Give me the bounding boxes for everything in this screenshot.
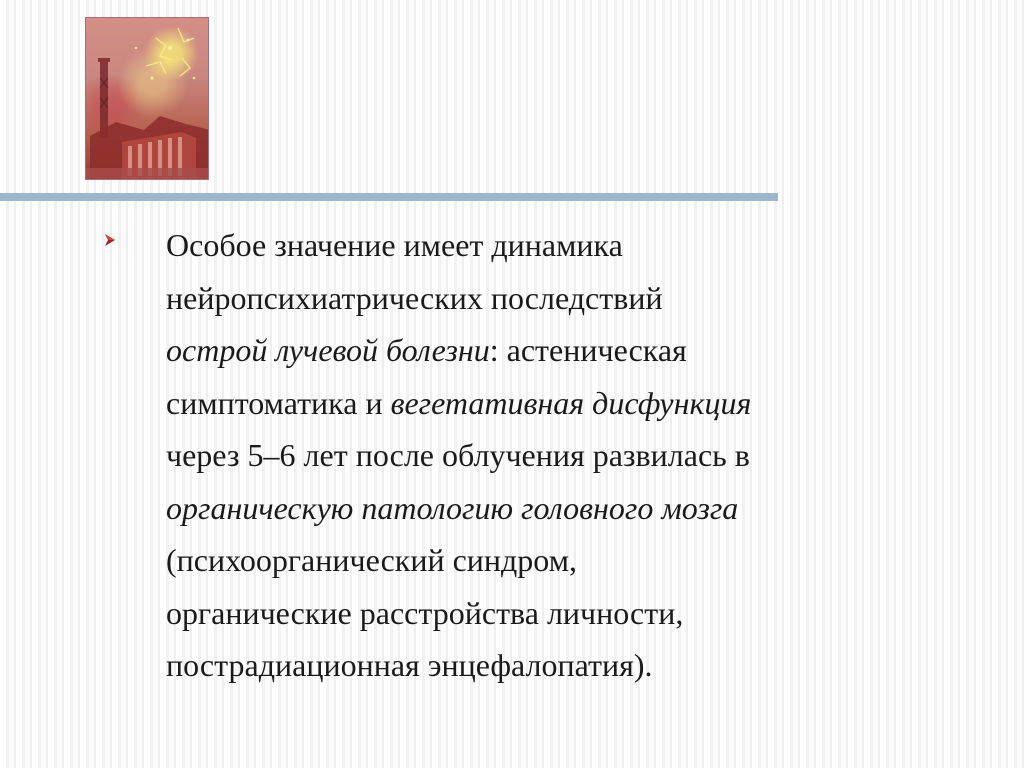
text-segment: симптоматика и — [166, 384, 391, 421]
chevron-right-icon — [102, 232, 118, 248]
text-segment: органические расстройства личности, — [166, 594, 684, 631]
bullet-paragraph — [166, 219, 966, 692]
paragraph-line — [166, 639, 966, 692]
text-segment: пострадиационная энцефалопатия). — [166, 647, 653, 683]
paragraph-line — [166, 534, 966, 587]
text-segment: Особое значение имеет динамика — [166, 227, 623, 263]
paragraph-line — [166, 272, 966, 325]
paragraph-line — [166, 324, 966, 377]
italic-term: вегетативная дисфункция — [390, 384, 752, 421]
paragraph-line — [166, 587, 966, 640]
italic-term: острой лучевой болезни — [166, 332, 490, 368]
text-segment: нейропсихиатрических последствий — [166, 279, 663, 316]
text-segment: через 5–6 лет после облучения развилась в — [166, 437, 750, 473]
paragraph-line — [166, 377, 966, 430]
paragraph-line — [166, 219, 966, 272]
paragraph-line — [166, 429, 966, 482]
italic-term: органическую патологию головного мозга — [166, 489, 739, 526]
paragraph-line — [166, 482, 966, 535]
divider-rule — [0, 193, 778, 201]
text-segment: (психоорганический синдром, — [166, 542, 577, 578]
chernobyl-illustration — [85, 17, 209, 180]
text-segment: : астеническая — [489, 332, 687, 368]
